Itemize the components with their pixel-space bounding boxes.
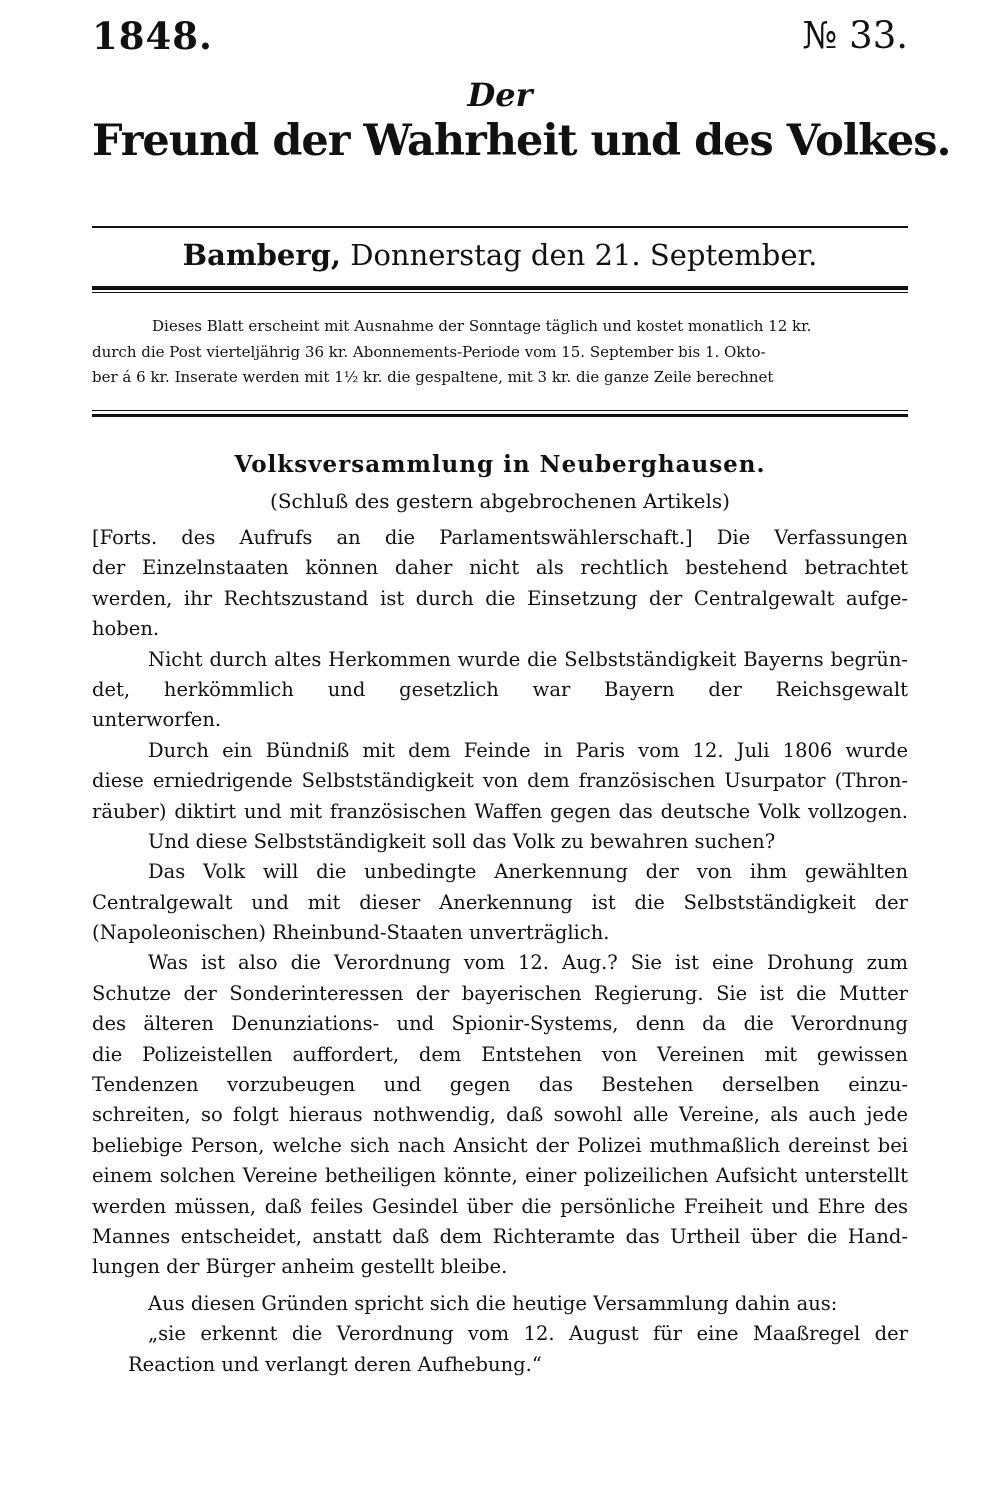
year: 1848. — [92, 14, 213, 58]
text-line: lungen der Bürger anheim gestellt bleibe. — [92, 1255, 508, 1279]
notice-line: ber á 6 kr. Inserate werden mit 1½ kr. die gespaltene, mit 3 kr. die ganze Zeile berechnet — [92, 368, 774, 386]
text-line: hoben. — [92, 617, 160, 641]
divider — [92, 292, 908, 293]
divider — [92, 414, 908, 417]
masthead-article: Der — [467, 76, 533, 114]
article-subhead: (Schluß des gestern abgebrochenen Artikels) — [270, 489, 730, 513]
text-line: det, herkömmlich und gesetzlich war Bayern der Reichsgewalt — [92, 677, 908, 701]
text-line: die Polizeistellen auffordert, dem Entstehen von Vereinen mit gewissen — [92, 1042, 908, 1066]
text-line: Und diese Selbstständigkeit soll das Volk zu bewahren suchen? — [148, 829, 776, 853]
dateline-date: Donnerstag den 21. September. — [350, 238, 818, 272]
text-line: schreiten, so folgt hieraus nothwendig, daß sowohl alle Vereine, als auch jede — [92, 1103, 908, 1127]
masthead-top — [92, 14, 908, 64]
text-line: Mannes entscheidet, anstatt daß dem Richteramte das Urtheil über die Hand- — [92, 1224, 908, 1248]
text-line: [Forts. des Aufrufs an die Parlamentswählerschaft.] Die Verfassungen — [92, 526, 908, 549]
text-line: des älteren Denunziations- und Spionir-Systems, denn da die Verordnung — [92, 1012, 908, 1036]
text-line: werden, ihr Rechtszustand ist durch die Einsetzung der Centralgewalt aufge- — [92, 586, 908, 610]
text-line: Reaction und verlangt deren Aufhebung.“ — [128, 1352, 542, 1376]
text-line: Durch ein Bündniß mit dem Feinde in Paris vom 12. Juli 1806 wurde — [148, 738, 908, 762]
article-headline: Volksversammlung in Neuberghausen. — [234, 451, 766, 478]
divider — [92, 286, 908, 290]
text-line: räuber) diktirt und mit französischen Waffen gegen das deutsche Volk vollzogen. — [92, 799, 908, 823]
dateline — [92, 238, 908, 272]
dateline-place: Bamberg, — [182, 238, 341, 272]
divider — [92, 226, 908, 228]
article-body — [92, 523, 908, 1380]
text-line: Das Volk will die unbedingte Anerkennung der von ihm gewählten — [148, 860, 908, 884]
text-line: Was ist also die Verordnung vom 12. Aug.? Sie ist eine Drohung zum — [148, 951, 908, 975]
text-line: diese erniedrigende Selbstständigkeit von dem französischen Usurpator (Thron- — [92, 769, 908, 793]
text-line: der Einzelnstaaten können daher nicht als rechtlich bestehend betrachtet — [92, 556, 908, 580]
text-line: „sie erkennt die Verordnung vom 12. August für eine Maaßregel der — [148, 1322, 908, 1346]
text-line: werden müssen, daß feiles Gesindel über die persönliche Freiheit und Ehre des — [92, 1194, 908, 1218]
text-line: Aus diesen Gründen spricht sich die heutige Versammlung dahin aus: — [148, 1291, 838, 1315]
divider — [92, 410, 908, 411]
subscription-notice — [92, 314, 908, 391]
text-line: Nicht durch altes Herkommen wurde die Selbstständigkeit Bayerns begrün- — [148, 647, 908, 671]
text-line: Schutze der Sonderinteressen der bayerischen Regierung. Sie ist die Mutter — [92, 981, 908, 1005]
issue-number: № 33. — [802, 14, 908, 57]
notice-line: Dieses Blatt erscheint mit Ausnahme der Sonntage täglich und kostet monatlich 12 kr. — [152, 317, 812, 335]
text-line: (Napoleonischen) Rheinbund-Staaten unverträglich. — [92, 921, 610, 945]
text-line: beliebige Person, welche sich nach Ansicht der Polizei muthmaßlich dereinst bei — [92, 1133, 908, 1157]
newspaper-title: Freund der Wahrheit und des Volkes. — [92, 116, 951, 166]
text-line: Centralgewalt und mit dieser Anerkennung ist die Selbstständigkeit der — [92, 890, 908, 914]
text-line: Tendenzen vorzubeugen und gegen das Bestehen derselben einzu- — [92, 1073, 908, 1097]
notice-line: durch die Post vierteljährig 36 kr. Abonnements-Periode vom 15. September bis 1. Okto- — [92, 342, 766, 361]
text-line: einem solchen Vereine betheiligen könnte, einer polizeilichen Aufsicht unterstellt — [92, 1164, 908, 1188]
text-line: unterworfen. — [92, 708, 222, 732]
